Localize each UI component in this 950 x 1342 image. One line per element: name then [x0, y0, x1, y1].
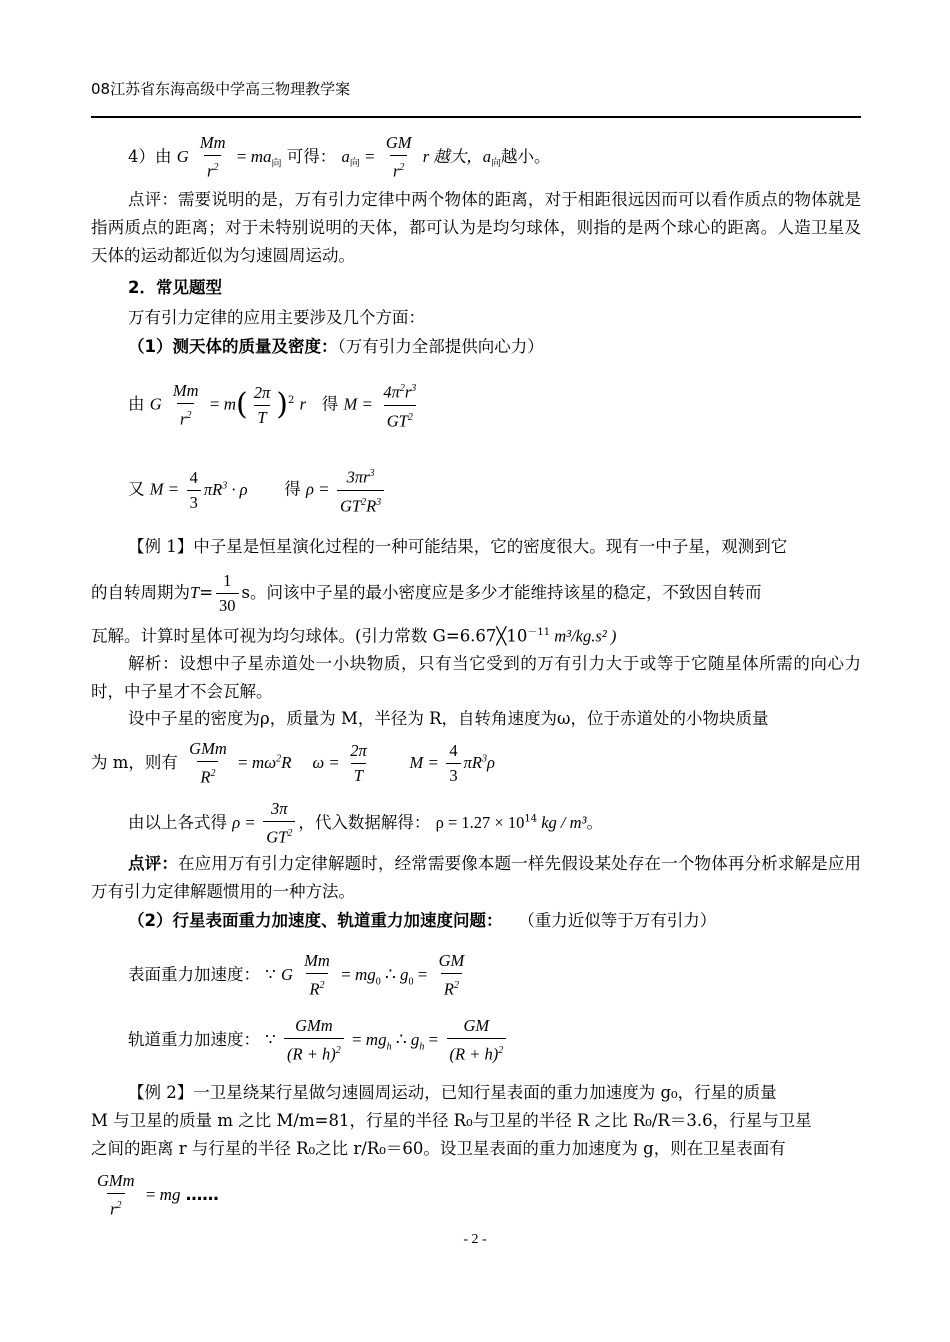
page-number: - 2 -: [463, 1232, 487, 1247]
example-1-unit: m³/kg.s² ): [550, 626, 617, 646]
fraction-GM-r2: $\frac{GM}{r^2}$: [385, 133, 412, 181]
example-1-result: 由以上各式得 ρ = $\frac{3\pi}{GT^2}$ ，代入数据解得： $\rho = 1.27 \times 10^{14}$ kg / m³。: [128, 799, 603, 847]
fraction-GM-Rh2: $\frac{GM}{(R + h)^2}$: [447, 1015, 507, 1066]
formula-G: G: [176, 146, 189, 166]
formula-M: M: [343, 394, 358, 414]
fraction-GMm-R2: $\frac{\text{GMm}}{R^2}$: [189, 739, 227, 787]
example-1-line-1: 【例 1】中子星是恒星演化过程的一种可能结果，它的密度很大。现有一中子星，观测到它: [128, 537, 788, 556]
example-1-analysis: 解析：设想中子星赤道处一小块物质，只有当它受到的万有引力大于或等于它随星体所需的向心力时，中子星才不会瓦解。: [91, 654, 861, 701]
fraction-4-3: $\frac{4}{3}$: [187, 467, 201, 514]
example-1-line-3: [91, 620, 616, 650]
example-1-T: T: [190, 583, 200, 602]
example-1-equations: 为 m，则有 $\frac{\text{GMm}}{R^2}$ = $m\omega^2R$ ω = $\frac{2\pi}{T}$ M = $\frac{4}{3}$ $\pi R^3\rho$: [91, 739, 495, 787]
example-1-period-label: 的自转周期为: [91, 583, 190, 602]
fraction-GMm-r2: $\frac{\text{GMm}}{r^2}$: [97, 1171, 135, 1219]
result-value: ρ = 1.27 × 10: [435, 812, 525, 832]
fraction-2pi-T: $\frac{2\pi}{T}$: [253, 382, 271, 427]
item-4-mid: 可得：: [286, 146, 337, 166]
fraction-GM-R2: $\frac{GM}{R^2}$: [438, 951, 465, 999]
paren: (: [235, 387, 248, 422]
density-formula: 又 M = $\frac{4}{3}$ $\pi R^3 \cdot \rho$ 得 ρ = $\frac{3\pi r^3}{GT^2R^3}$: [128, 463, 387, 517]
example-1-question: s。问该中子星的最小密度应是多少才能维持该星的稳定，不致因自转而: [241, 583, 762, 602]
fraction-Mm-r2: $\frac{Mm}{r^2}$: [172, 380, 199, 429]
word-you2: 又: [128, 479, 145, 499]
result-mid: ，代入数据解得：: [298, 812, 431, 832]
page-header: 08江苏省东海高级中学高三物理教学案: [91, 80, 351, 98]
fraction-3pir3-GT2R3: $\frac{3\pi r^3}{GT^2R^3}$: [337, 463, 384, 517]
comment-label: 点评：: [128, 854, 178, 873]
orbit-gravity-formula: 轨道重力加速度： ∵ $\frac{\text{GMm}}{(R + h)^2}$ = $mg_h$ ∴ $g_h$ = $\frac{GM}{(R + h)^2}$: [128, 1015, 509, 1066]
header-divider: [91, 116, 861, 118]
section-2-heading: 2．常见题型: [128, 278, 222, 297]
item-4-end: 越小。: [501, 146, 551, 166]
orbit-label: 轨道重力加速度：: [128, 1029, 260, 1049]
fraction-GMm-Rh2: $\frac{\text{GMm}}{(R + h)^2}$: [284, 1015, 344, 1066]
fraction-Mm-R2: $\frac{Mm}{R^2}$: [304, 951, 330, 999]
equals-sign: = m: [209, 394, 236, 414]
paren: ): [276, 387, 288, 422]
fraction-Mm-r2: $\frac{Mm}{r^2}$: [199, 133, 226, 181]
comment-text: 在应用万有引力定律解题时，经常需要像本题一样先假设某处存在一个物体再分析求解是应用万有引力定律解题惯用的一种方法。: [91, 854, 862, 901]
example-2-line-2: M 与卫星的质量 m 之比 M/m=81，行星的半径 R₀与卫星的半径 R 之比 R₀/R＝3.6，行星与卫星: [91, 1111, 812, 1130]
surface-gravity-formula: 表面重力加速度： ∵ G $\frac{Mm}{R^2}$ = $mg_0$ ∴ $g_0$ = $\frac{GM}{R^2}$: [128, 950, 470, 1001]
example-1-comment: [91, 850, 861, 906]
example-2-ellipsis: ……: [185, 1184, 219, 1204]
sub-2-note: （重力近似等于万有引力）: [518, 911, 717, 930]
equals-sign: =: [364, 146, 375, 166]
example-2-line-1: 【例 2】一卫星绕某行星做匀速圆周运动，已知行星表面的重力加速度为 g₀，行星的质量: [128, 1083, 777, 1102]
example-2-line-4: $\frac{\text{GMm}}{r^2}$ = mg ……: [91, 1170, 219, 1221]
surface-label: 表面重力加速度：: [128, 964, 260, 984]
fraction-2pi-T: $\frac{2\pi}{T}$: [350, 740, 367, 785]
word-you: 由: [128, 394, 145, 414]
example-1-setup: 设中子星的密度为ρ，质量为 M，半径为 R，自转角速度为ω，位于赤道处的小物块质量: [128, 709, 769, 728]
fraction-1-30: $\frac{1}{30}$: [216, 570, 239, 617]
item-4-prefix: 4）由: [128, 146, 172, 166]
example-1-constant: 瓦解。计算时星体可视为均匀球体。(引力常数 G=6.67╳10: [91, 626, 528, 646]
item-4-a: a: [482, 146, 492, 166]
word-de: 得: [321, 394, 339, 414]
sub-2-title: （2）行星表面重力加速度、轨道重力加速度问题：: [128, 911, 503, 930]
fraction-4pi2r3-GT2: $\frac{4\pi^2r^3}{GT^2}$: [383, 382, 417, 430]
mass-formula: 由 G $\frac{Mm}{r^2}$ = m( $\frac{2\pi}{T}$ )$^2$ r 得 M = $\frac{4\pi^2r^3}{GT^2}$: [128, 378, 422, 432]
comment-1: 点评：需要说明的是，万有引力定律中两个物体的距离，对于相距很远因而可以看作质点的物体就是指两质点的距离；对于未特别说明的天体，都可认为是均匀球体，则指的是两个球心的距离。人造卫星及天体的运动都近似为匀速圆周运动。: [91, 190, 861, 265]
section-2-intro: 万有引力定律的应用主要涉及几个方面：: [128, 308, 425, 327]
formula-G: G: [149, 394, 162, 414]
fraction-4-3: $\frac{4}{3}$: [446, 740, 460, 787]
result-prefix: 由以上各式得: [128, 812, 227, 832]
word-de2: 得: [284, 479, 301, 499]
example-2-line-3: 之间的距离 r 与行星的半径 R₀之比 r/R₀＝60。设卫星表面的重力加速度为 g，则在卫星表面有: [91, 1139, 786, 1158]
fraction-3pi-GT2: $\frac{3\pi}{GT^2}$: [263, 798, 295, 849]
formula-ma: = $ma_向$: [236, 146, 282, 170]
sub-1-line: [128, 334, 544, 360]
item-4-r: r 越大，: [422, 146, 483, 166]
result-unit: kg / m³: [537, 812, 587, 832]
sub-1-note: （万有引力全部提供向心力）: [337, 337, 544, 356]
sub-2-line: [128, 908, 716, 934]
item-4-line: 4）由 G $\frac{Mm}{r^2}$ = $ma_向$ 可得： $a_向$ = $\frac{GM}{r^2}$ r 越大，$a_向$越小。: [128, 133, 551, 181]
result-end: 。: [586, 812, 603, 832]
sub-1-title: （1）测天体的质量及密度：: [128, 337, 338, 356]
item-4-sub: 向: [491, 158, 502, 170]
formula-a: a: [341, 146, 350, 166]
example-1-line-2: 的自转周期为T= $\frac{1}{30}$ s。问该中子星的最小密度应是多少才能维持该星的稳定，不致因自转而: [91, 571, 762, 615]
example-1-setup2: 为 m，则有: [91, 752, 178, 772]
example-1-exp: －11: [527, 627, 551, 638]
result-exp: 14: [524, 813, 538, 825]
